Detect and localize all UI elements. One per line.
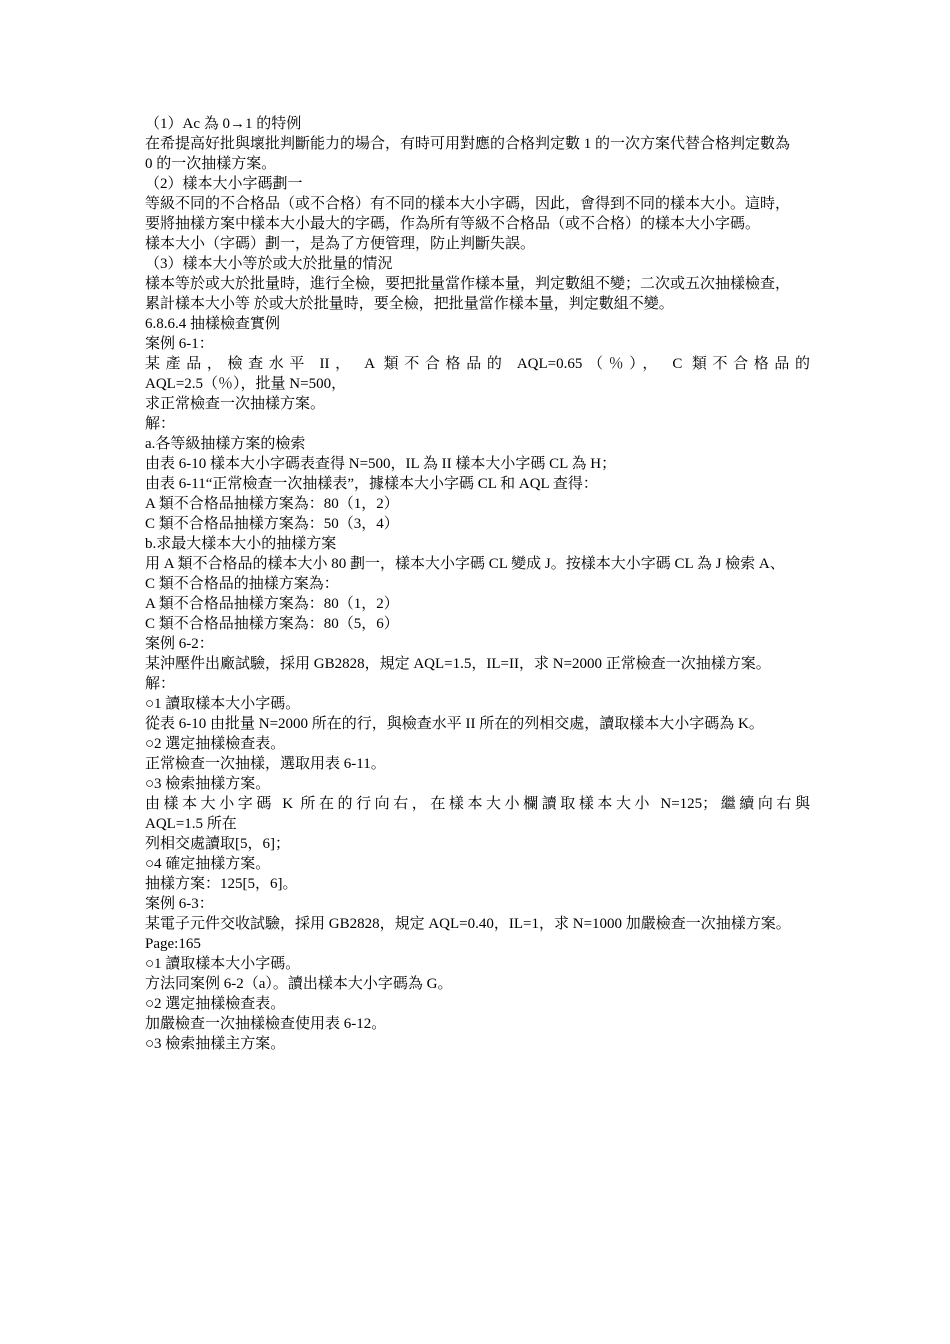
text-line: 解： bbox=[145, 676, 176, 692]
text-line: 6.8.6.4 抽樣檢查實例 bbox=[145, 316, 281, 332]
text-line: 從表 6-10 由批量 N=2000 所在的行，與檢查水平 II 所在的列相交處，讀取樣本大小字碼為 K。 bbox=[145, 716, 764, 732]
text-line: a.各等級抽樣方案的檢索 bbox=[145, 436, 306, 452]
text-line: 樣本等於或大於批量時，進行全檢，要把批量當作樣本量，判定數組不變；二次或五次抽樣檢查， bbox=[145, 276, 791, 292]
text-line: 解： bbox=[145, 416, 176, 432]
text-line: 用 A 類不合格品的樣本大小 80 劃一，樣本大小字碼 CL 變成 J。按樣本大小字碼 CL 為 J 檢索 A、 bbox=[145, 556, 785, 572]
text-line: 要將抽樣方案中樣本大小最大的字碼，作為所有等級不合格品（或不合格）的樣本大小字碼。 bbox=[145, 216, 761, 232]
text-line: 加嚴檢查一次抽樣檢查使用表 6-12。 bbox=[145, 1016, 387, 1032]
text-line: ○2 選定抽樣檢查表。 bbox=[145, 996, 286, 1012]
text-line: C 類不合格品的抽樣方案為： bbox=[145, 576, 339, 592]
text-line: AQL=1.5 所在 bbox=[145, 816, 237, 832]
text-line: AQL=2.5（％），批量 N=500， bbox=[145, 376, 347, 392]
text-line: 抽樣方案：125[5，6]。 bbox=[145, 876, 298, 892]
text-line: 案例 6-3： bbox=[145, 896, 214, 912]
text-line: 方法同案例 6-2（a）。讀出樣本大小字碼為 G。 bbox=[145, 976, 453, 992]
text-line: 由表 6-10 樣本大小字碼表查得 N=500，IL 為 II 樣本大小字碼 CL 為 H； bbox=[145, 456, 617, 472]
text-line: （1）Ac 為 0→1 的特例 bbox=[145, 116, 302, 132]
text-line: 案例 6-1： bbox=[145, 336, 214, 352]
text-line: ○4 確定抽樣方案。 bbox=[145, 856, 271, 872]
text-line: 案例 6-2： bbox=[145, 636, 214, 652]
text-line: A 類不合格品抽樣方案為：80（1，2） bbox=[145, 496, 399, 512]
text-line: A 類不合格品抽樣方案為：80（1，2） bbox=[145, 596, 399, 612]
text-line: b.求最大樣本大小的抽樣方案 bbox=[145, 536, 337, 552]
text-line: ○1 讀取樣本大小字碼。 bbox=[145, 696, 301, 712]
text-line: 0 的一次抽樣方案。 bbox=[145, 156, 277, 172]
text-line: Page:165 bbox=[145, 936, 201, 952]
text-line: ○2 選定抽樣檢查表。 bbox=[145, 736, 286, 752]
text-line: 某產品，檢查水平 II， A 類不合格品的 AQL=0.65（％）， C 類不合格品的 bbox=[145, 356, 810, 372]
text-line: 累計樣本大小等 於或大於批量時，要全檢，把批量當作樣本量，判定數組不變。 bbox=[145, 296, 674, 312]
text-line: 某電子元件交收試驗，採用 GB2828，規定 AQL=0.40，IL=1，求 N=1000 加嚴檢查一次抽樣方案。 bbox=[145, 916, 791, 932]
text-line: C 類不合格品抽樣方案為：80（5，6） bbox=[145, 616, 399, 632]
text-line: 在希提高好批與壞批判斷能力的場合，有時可用對應的合格判定數 1 的一次方案代替合格判定數為 bbox=[145, 136, 791, 152]
document-page bbox=[145, 114, 810, 1054]
text-line: （3）樣本大小等於或大於批量的情況 bbox=[145, 256, 393, 272]
text-line: ○1 讀取樣本大小字碼。 bbox=[145, 956, 301, 972]
text-line: 等級不同的不合格品（或不合格）有不同的樣本大小字碼，因此，會得到不同的樣本大小。這時， bbox=[145, 196, 791, 212]
text-line: 正常檢查一次抽樣，選取用表 6-11。 bbox=[145, 756, 386, 772]
text-line: 由樣本大小字碼 K 所在的行向右，在樣本大小欄讀取樣本大小 N=125；繼續向右與 bbox=[145, 796, 810, 812]
text-line: 某沖壓件出廠試驗，採用 GB2828，規定 AQL=1.5，IL=II，求 N=2000 正常檢查一次抽樣方案。 bbox=[145, 656, 771, 672]
text-line: 由表 6-11“正常檢查一次抽樣表”，據樣本大小字碼 CL 和 AQL 查得： bbox=[145, 476, 598, 492]
text-line: （2）樣本大小字碼劃一 bbox=[145, 176, 303, 192]
text-line: C 類不合格品抽樣方案為：50（3，4） bbox=[145, 516, 399, 532]
text-line: ○3 檢索抽樣主方案。 bbox=[145, 1036, 286, 1052]
text-line: ○3 檢索抽樣方案。 bbox=[145, 776, 271, 792]
text-line: 樣本大小（字碼）劃一，是為了方便管理，防止判斷失誤。 bbox=[145, 236, 536, 252]
text-line: 求正常檢查一次抽樣方案。 bbox=[145, 396, 326, 412]
text-line: 列相交處讀取[5，6]； bbox=[145, 836, 290, 852]
